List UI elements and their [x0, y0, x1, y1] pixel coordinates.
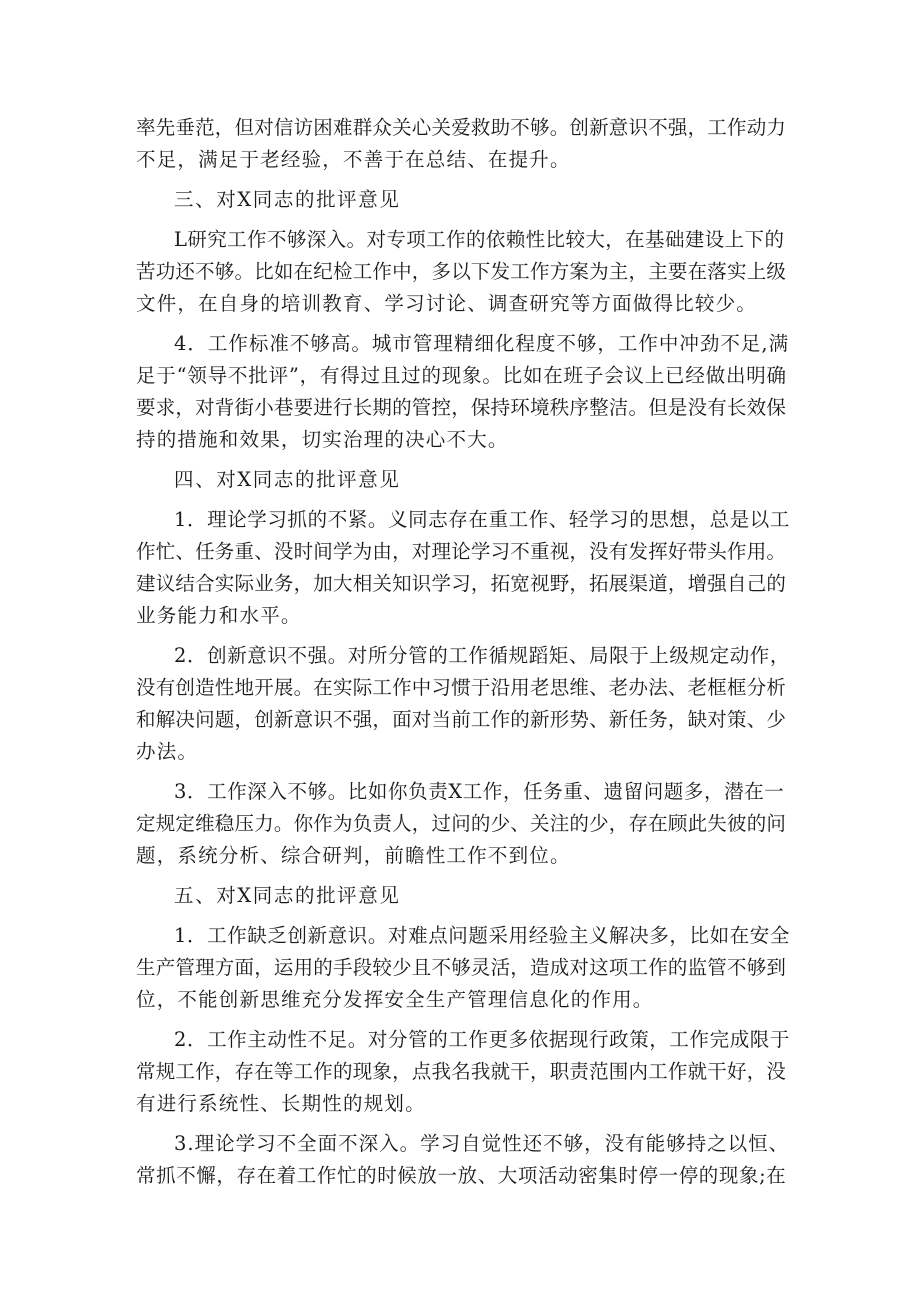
paragraph-line: 有进行系统性、长期性的规划。	[136, 1092, 426, 1115]
paragraph-line: 足于“领导不批评”，有得过且过的现象。比如在班子会议上已经做出明确	[136, 364, 787, 387]
paragraph-line: 常规工作，存在等工作的现象，点我名我就干，职责范围内工作就干好，没	[136, 1060, 787, 1083]
paragraph-line: 要求，对背街小巷要进行长期的管控，保持环境秩序整洁。但是没有长效保	[136, 396, 787, 419]
paragraph-line: 3.理论学习不全面不深入。学习自觉性还不够，没有能够持之以恒、	[174, 1132, 790, 1155]
paragraph-line: 4．工作标准不够高。城市管理精细化程度不够，工作中冲劲不足,满	[174, 332, 790, 355]
paragraph	[136, 1128, 790, 1192]
section-heading	[136, 184, 790, 216]
paragraph	[136, 504, 790, 632]
paragraph-line: 常抓不懈，存在着工作忙的时候放一放、大项活动密集时停一停的现象;在	[136, 1164, 787, 1187]
heading-text: 五、对X同志的批评意见	[174, 884, 401, 907]
section-heading	[136, 464, 790, 496]
paragraph-line: 3．工作深入不够。比如你负责X工作，任务重、遗留问题多，潜在一	[174, 780, 785, 803]
paragraph-line: 1．工作缺乏创新意识。对难点问题采用经验主义解决多，比如在安全	[174, 924, 791, 947]
paragraph-line: 业务能力和水平。	[136, 604, 302, 627]
paragraph-line: 定规定维稳压力。你作为负责人，过问的少、关注的少，存在顾此失彼的问	[136, 812, 787, 835]
paragraph	[136, 920, 790, 1016]
paragraph-line: 题，系统分析、综合研判，前瞻性工作不到位。	[136, 844, 571, 867]
paragraph-line: 持的措施和效果，切实治理的决心不大。	[136, 428, 509, 451]
paragraph-line: 不足，满足于老经验，不善于在总结、在提升。	[136, 148, 571, 171]
paragraph	[136, 328, 790, 456]
paragraph	[136, 776, 790, 872]
heading-text: 三、对X同志的批评意见	[174, 188, 401, 211]
heading-text: 四、对X同志的批评意见	[174, 468, 401, 491]
document-page	[136, 112, 790, 1200]
paragraph-line: 2．创新意识不强。对所分管的工作循规蹈矩、局限于上级规定动作，	[174, 644, 791, 667]
paragraph-line: 2．工作主动性不足。对分管的工作更多依据现行政策，工作完成限于	[174, 1028, 791, 1051]
paragraph-line: 办法。	[136, 740, 199, 763]
paragraph	[136, 1024, 790, 1120]
paragraph-line: 率先垂范，但对信访困难群众关心关爱救助不够。创新意识不强，工作动力	[136, 116, 787, 139]
paragraph-line: L研究工作不够深入。对专项工作的依赖性比较大，在基础建设上下的	[174, 228, 785, 251]
paragraph-line: 作忙、任务重、没时间学为由，对理论学习不重视，没有发挥好带头作用。	[136, 540, 787, 563]
paragraph	[136, 112, 790, 176]
paragraph	[136, 224, 790, 320]
paragraph-line: 文件，在自身的培训教育、学习讨论、调查研究等方面做得比较少。	[136, 292, 758, 315]
paragraph-line: 苦功还不够。比如在纪检工作中，多以下发工作方案为主，主要在落实上级	[136, 260, 787, 283]
paragraph-line: 没有创造性地开展。在实际工作中习惯于沿用老思维、老办法、老框框分析	[136, 676, 787, 699]
paragraph-line: 1．理论学习抓的不紧。义同志存在重工作、轻学习的思想，总是以工	[174, 508, 791, 531]
paragraph	[136, 640, 790, 768]
paragraph-line: 建议结合实际业务，加大相关知识学习，拓宽视野，拓展渠道，增强自己的	[136, 572, 787, 595]
section-heading	[136, 880, 790, 912]
paragraph-line: 生产管理方面，运用的手段较少且不够灵活，造成对这项工作的监管不够到	[136, 956, 787, 979]
paragraph-line: 位，不能创新思维充分发挥安全生产管理信息化的作用。	[136, 988, 654, 1011]
paragraph-line: 和解决问题，创新意识不强，面对当前工作的新形势、新任务，缺对策、少	[136, 708, 787, 731]
